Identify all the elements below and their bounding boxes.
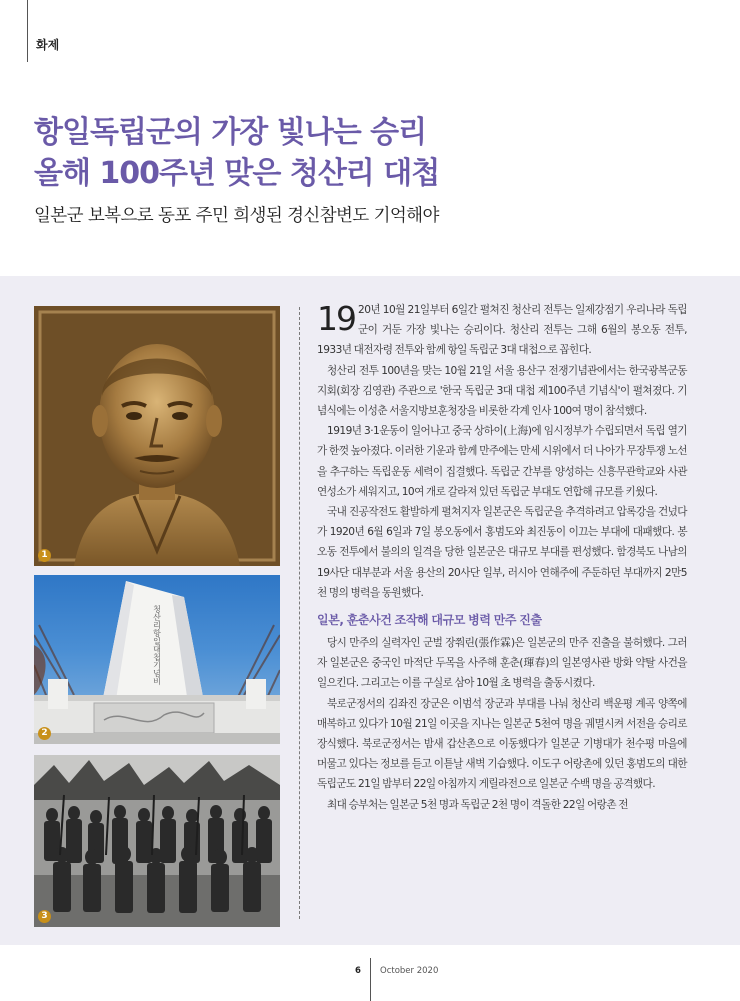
bronze-relief-portrait-photo	[34, 306, 280, 566]
column-divider	[299, 307, 300, 919]
photo-number-badge: 3	[38, 910, 51, 923]
title-line-1: 항일독립군의 가장 빛나는 승리	[34, 115, 427, 150]
page-number: 6	[355, 966, 361, 976]
photo-number-badge: 2	[38, 727, 51, 740]
title-line-2: 올해 100주년 맞은 청산리 대첩	[34, 156, 440, 191]
article-subtitle: 일본군 보복으로 동포 주민 희생된 경신참변도 기억해야	[34, 206, 439, 226]
monument-inscription: 청산리항일대첩기념비	[152, 605, 162, 685]
top-rule	[27, 0, 28, 62]
paragraph: 1919년 3·1운동이 일어나고 중국 상하이(上海)에 임시정부가 수립되면서 독립 열기가 한껏 높아졌다. 이러한 기운과 함께 만주에는 만세 시위에서 더 나아가 무장투쟁 노선을 추구하는 독립운동 세력이 집결했다. 독립군 간부를 양성하는 신흥무관학교와 사관연성소가 세워지고, 10여 개로 갈라져 있던 독립군 부대도 연합해 규모를 키웠다.	[317, 425, 687, 498]
memorial-monument-icon	[34, 575, 280, 744]
troops-group-photo	[34, 755, 280, 927]
footer-rule	[370, 958, 371, 1001]
section-label: 화제	[36, 38, 60, 52]
paragraph: 최대 승부처는 일본군 5천 명과 독립군 2천 명이 격돌한 22일 어랑촌 전	[327, 798, 628, 811]
troops-group-photo-icon	[34, 755, 280, 927]
section-subheading: 일본, 훈춘사건 조작해 대규모 병력 만주 진출	[317, 613, 542, 628]
paragraph: 청산리 전투 100년을 맞는 10월 21일 서울 용산구 전쟁기념관에서는 한국광복군동지회(회장 김영관) 주관으로 '한국 독립군 3대 대첩 제100주년 기념식'이 펼쳐졌다. 기념식에는 이성춘 서울지방보훈청장을 비롯한 각계 인사 100여 명이 참석했다.	[317, 364, 687, 418]
memorial-monument-photo	[34, 575, 280, 744]
paragraph: 국내 진공작전도 활발하게 펼쳐지자 일본군은 독립군을 추격하려고 압록강을 건넜다가 1920년 6월 6일과 7일 봉오동에서 홍범도와 최진동이 이끄는 부대에 대패했다. 봉오동 전투에서 불의의 일격을 당한 일본군은 대규모 부대를 편성했다. 함경북도 나남의 19사단 대부분과 서울 용산의 20사단 일부, 러시아 연해주에 주둔하던 부대까지 2만5천 명의 병력을 동원했다.	[317, 506, 687, 599]
article-body	[317, 300, 687, 815]
lead-paragraph	[317, 300, 687, 361]
article-title	[34, 112, 439, 194]
dropcap: 19	[317, 299, 355, 338]
paragraph: 북로군정서의 김좌진 장군은 이범석 장군과 부대를 나눠 청산리 백운평 계곡 양쪽에 매복하고 있다가 10월 21일 이곳을 지나는 일본군 5천여 명을 궤멸시켜 서전을 승리로 장식했다. 북로군정서는 밤새 갑산촌으로 이동했다가 일본군 기병대가 천수평 마을에 머물고 있다는 정보를 듣고 이튿날 새벽 기습했다. 이도구 어랑촌에 있던 홍범도의 대한독립군도 21일 밤부터 22일 아침까지 게릴라전으로 일본군 수백 명을 공격했다.	[317, 697, 687, 791]
photo-number-badge: 1	[38, 549, 51, 562]
paragraph-text: 20년 10월 21일부터 6일간 펼쳐진 청산리 전투는 일제강점기 우리나라 독립군이 거둔 가장 빛나는 승리이다. 청산리 전투는 그해 6월의 봉오동 전투, 1933년 대전자령 전투와 함께 항일 독립군 3대 대첩으로 꼽힌다.	[317, 304, 687, 357]
paragraph: 당시 만주의 실력자인 군벌 장쭤린(張作霖)은 일본군의 만주 진출을 불허했다. 그러자 일본군은 중국인 마적단 두목을 사주해 훈춘(琿春)의 일본영사관 방화 약탈 사건을 일으킨다. 그리고는 이를 구실로 삼아 10월 초 병력을 출동시켰다.	[317, 637, 687, 690]
issue-date: October 2020	[380, 966, 439, 976]
bronze-relief-portrait-icon	[34, 306, 280, 566]
